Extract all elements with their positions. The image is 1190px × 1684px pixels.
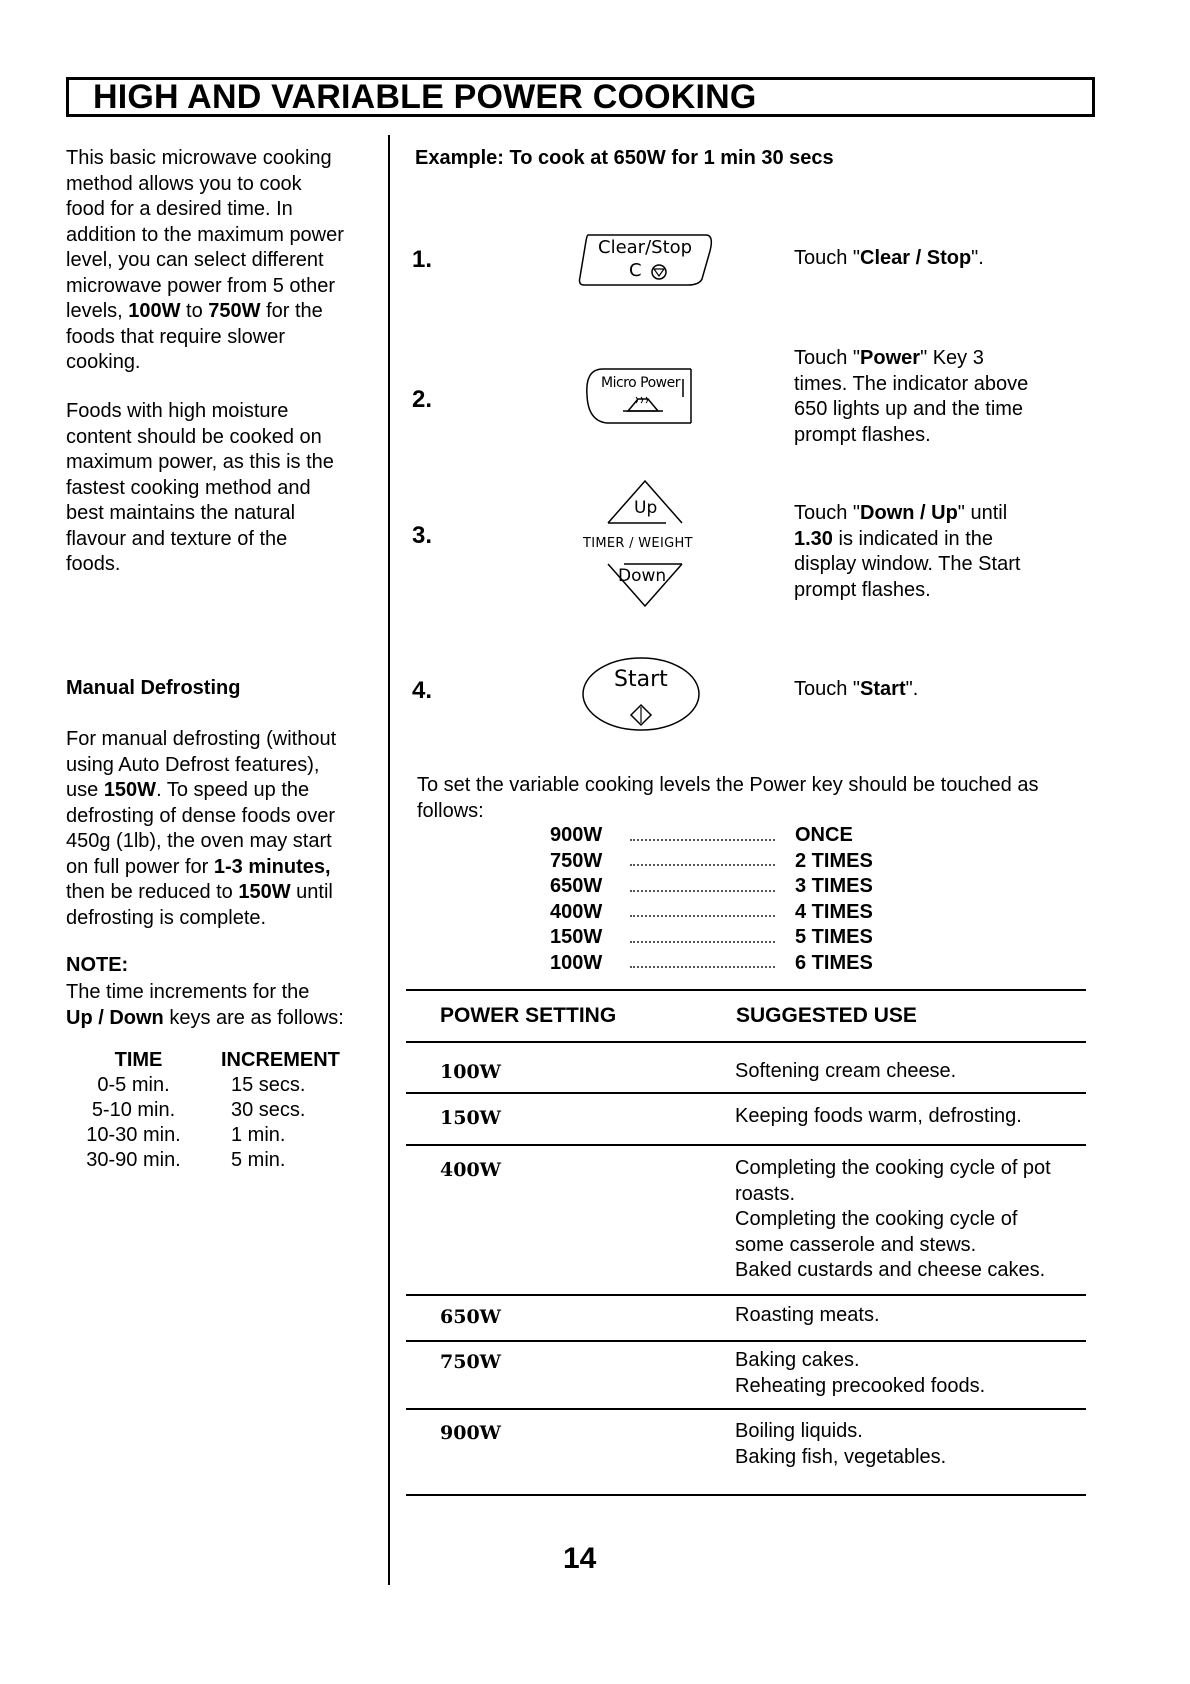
time-cell: 0-5 min.	[97, 1074, 170, 1096]
power-cell: 650W	[440, 1306, 501, 1328]
step-2-description	[794, 346, 1064, 448]
text-span: " Key 3	[920, 347, 984, 369]
list-item	[550, 823, 890, 849]
page-number: 14	[563, 1542, 597, 1575]
microwave-power-icon	[628, 399, 658, 411]
text-span: " until	[957, 502, 1008, 524]
text-line: prompt flashes.	[794, 423, 931, 446]
text-line	[794, 501, 1064, 527]
note-paragraph	[66, 980, 386, 1031]
step-number: 4.	[412, 677, 433, 704]
key-name: Clear / Stop	[860, 247, 972, 269]
text-line: foods.	[66, 553, 121, 575]
dot-leader	[630, 966, 775, 968]
col-suggested-use: SUGGESTED USE	[736, 1004, 917, 1027]
text-line: addition to the maximum power	[66, 223, 344, 246]
text-span: on full power for	[66, 855, 214, 878]
text-line	[66, 855, 381, 881]
touch-count: 4 TIMES	[795, 900, 873, 923]
touch-count: 5 TIMES	[795, 926, 873, 949]
text-line	[66, 880, 381, 906]
clear-c-label: C	[629, 260, 642, 281]
text-span: is indicated in the	[832, 527, 994, 550]
power-levels-list	[550, 823, 890, 976]
increment-cell: 15 secs.	[231, 1074, 306, 1096]
increment-cell: 1 min.	[231, 1124, 286, 1146]
text-line: fastest cooking method and	[66, 476, 311, 499]
down-key[interactable]	[604, 560, 686, 610]
power-cell: 750W	[440, 1351, 501, 1373]
power-cell: 400W	[440, 1159, 501, 1181]
table-row	[66, 1073, 366, 1098]
text-span: Touch "	[794, 678, 861, 700]
step-number: 3.	[412, 522, 433, 549]
duration-value: 1-3 minutes,	[213, 855, 331, 878]
text-line: best maintains the natural	[66, 502, 296, 524]
text-line: Softening cream cheese.	[735, 1060, 957, 1082]
defrost-heading: Manual Defrosting	[66, 677, 241, 699]
power-value: 100W	[128, 300, 181, 322]
step-4-description	[794, 677, 1064, 703]
text-span: keys are as follows:	[163, 1006, 344, 1029]
text-line: Baked custards and cheese cakes.	[735, 1259, 1046, 1281]
list-item	[550, 874, 890, 900]
table-rule	[406, 989, 1086, 991]
text-line: Keeping foods warm, defrosting.	[735, 1105, 1022, 1127]
text-line: food for a desired time. In	[66, 198, 293, 220]
text-span: Touch "	[794, 247, 861, 269]
power-value: 150W	[550, 926, 603, 949]
example-heading: Example: To cook at 650W for 1 min 30 secs	[415, 147, 834, 169]
power-value: 400W	[550, 900, 603, 923]
time-cell: 10-30 min.	[86, 1124, 181, 1146]
power-value: 750W	[550, 849, 603, 872]
power-cell: 100W	[440, 1061, 501, 1083]
power-cell: 150W	[440, 1107, 501, 1129]
text-line: flavour and texture of the	[66, 527, 288, 550]
table-rule	[406, 1092, 1086, 1094]
step-3-description	[794, 501, 1064, 603]
clear-stop-key[interactable]	[576, 231, 716, 289]
text-line: some casserole and stews.	[735, 1233, 977, 1256]
col-increment: INCREMENT	[221, 1049, 340, 1071]
list-item	[550, 900, 890, 926]
text-line: Reheating precooked foods.	[735, 1374, 986, 1397]
dot-leader	[630, 915, 775, 917]
use-cell	[735, 1303, 1075, 1329]
time-value: 1.30	[794, 527, 833, 550]
table-rule	[406, 1494, 1086, 1496]
text-span: Touch "	[794, 347, 861, 369]
dot-leader	[630, 839, 775, 841]
text-line: follows:	[417, 799, 484, 822]
text-line	[794, 346, 1064, 372]
text-line: level, you can select different	[66, 249, 324, 271]
text-line: times. The indicator above	[794, 372, 1029, 395]
page-title: HIGH AND VARIABLE POWER COOKING	[93, 78, 757, 116]
text-span: use	[66, 779, 104, 801]
increment-cell: 5 min.	[231, 1149, 286, 1171]
text-span: ".	[905, 678, 919, 700]
list-item	[550, 951, 890, 977]
text-line: defrosting is complete.	[66, 906, 267, 929]
text-line: Baking fish, vegetables.	[735, 1445, 947, 1468]
key-name: Up / Down	[66, 1006, 164, 1029]
text-span: until	[290, 881, 333, 903]
key-name: Start	[860, 678, 906, 700]
time-cell: 5-10 min.	[91, 1099, 176, 1121]
table-rule	[406, 1144, 1086, 1146]
text-line: Boiling liquids.	[735, 1420, 863, 1442]
text-span: ".	[971, 247, 984, 269]
touch-count: 3 TIMES	[795, 875, 873, 898]
text-line: foods that require slower	[66, 325, 286, 348]
dot-leader	[630, 941, 775, 943]
use-cell	[735, 1104, 1075, 1130]
text-line: using Auto Defrost features),	[66, 753, 320, 776]
up-label: Up	[634, 498, 658, 518]
text-line: Roasting meats.	[735, 1304, 880, 1326]
text-line: microwave power from 5 other	[66, 274, 335, 297]
note-heading: NOTE:	[66, 954, 129, 976]
text-line: cooking.	[66, 351, 141, 373]
col-time: TIME	[114, 1049, 163, 1071]
list-item	[550, 925, 890, 951]
page-title-box	[66, 77, 1095, 117]
down-label: Down	[618, 566, 667, 586]
text-line: To set the variable cooking levels the Power key should be touched as	[417, 774, 1039, 796]
up-key[interactable]	[604, 477, 686, 527]
defrost-paragraph	[66, 727, 381, 931]
use-cell	[735, 1059, 1075, 1085]
text-line: 450g (1lb), the oven may start	[66, 830, 332, 852]
text-line	[66, 1006, 386, 1032]
use-cell	[735, 1348, 1075, 1399]
text-line: maximum power, as this is the	[66, 451, 334, 473]
text-line: Foods with high moisture	[66, 400, 289, 422]
text-line: method allows you to cook	[66, 172, 302, 195]
text-line: content should be cooked on	[66, 425, 322, 448]
text-span: then be reduced to	[66, 881, 239, 903]
timer-weight-label: TIMER / WEIGHT	[583, 536, 693, 551]
column-divider	[388, 135, 390, 1585]
text-line: Completing the cooking cycle of	[735, 1208, 1018, 1230]
text-line: prompt flashes.	[794, 578, 931, 601]
touch-count: 2 TIMES	[795, 849, 873, 872]
start-label: Start	[614, 667, 668, 692]
power-cell: 900W	[440, 1422, 501, 1444]
increment-table	[66, 1048, 366, 1173]
time-cell: 30-90 min.	[86, 1149, 181, 1171]
col-power-setting: POWER SETTING	[440, 1004, 617, 1027]
increment-cell: 30 secs.	[231, 1099, 306, 1121]
text-line: The time increments for the	[66, 981, 310, 1003]
table-rule	[406, 1294, 1086, 1296]
text-span: levels,	[66, 300, 129, 322]
power-value: 750W	[208, 300, 261, 322]
power-value: 150W	[238, 881, 291, 903]
table-row	[66, 1123, 366, 1148]
power-value: 150W	[103, 779, 157, 801]
intro-paragraph-2	[66, 399, 376, 578]
touch-count: 6 TIMES	[795, 951, 873, 974]
levels-intro	[417, 773, 1097, 824]
text-line: defrosting of dense foods over	[66, 804, 336, 827]
text-span: for the	[260, 300, 323, 322]
text-line	[66, 778, 381, 804]
use-cell	[735, 1156, 1075, 1284]
table-rule	[406, 1340, 1086, 1342]
text-line: This basic microwave cooking	[66, 147, 332, 169]
text-span: Touch "	[794, 502, 861, 524]
micro-power-label: Micro Power	[601, 375, 680, 391]
text-line	[66, 299, 376, 325]
text-line: Completing the cooking cycle of pot	[735, 1157, 1051, 1179]
step-number: 1.	[412, 246, 433, 273]
use-cell	[735, 1419, 1075, 1470]
power-value: 100W	[550, 951, 603, 974]
text-line: 650 lights up and the time	[794, 398, 1024, 420]
text-line	[794, 527, 1064, 553]
table-row	[66, 1148, 366, 1173]
clear-stop-label: Clear/Stop	[598, 237, 693, 258]
start-key[interactable]	[580, 655, 702, 733]
dot-leader	[630, 890, 775, 892]
text-span: to	[180, 300, 209, 322]
text-line: display window. The Start	[794, 553, 1021, 575]
power-value: 900W	[550, 824, 603, 847]
table-rule	[406, 1408, 1086, 1410]
dot-leader	[630, 864, 775, 866]
touch-count: ONCE	[795, 824, 853, 847]
text-line: Baking cakes.	[735, 1349, 860, 1371]
table-rule	[406, 1041, 1086, 1043]
text-line: For manual defrosting (without	[66, 728, 337, 750]
step-number: 2.	[412, 386, 433, 413]
table-row	[66, 1098, 366, 1123]
step-1-description	[794, 246, 1064, 272]
micro-power-key[interactable]	[583, 365, 698, 429]
list-item	[550, 849, 890, 875]
key-name: Down / Up	[860, 502, 958, 524]
text-line: roasts.	[735, 1182, 796, 1205]
power-value: 650W	[550, 875, 603, 898]
text-span: . To speed up the	[156, 779, 310, 801]
intro-paragraph-1	[66, 146, 376, 376]
key-name: Power	[860, 347, 921, 369]
